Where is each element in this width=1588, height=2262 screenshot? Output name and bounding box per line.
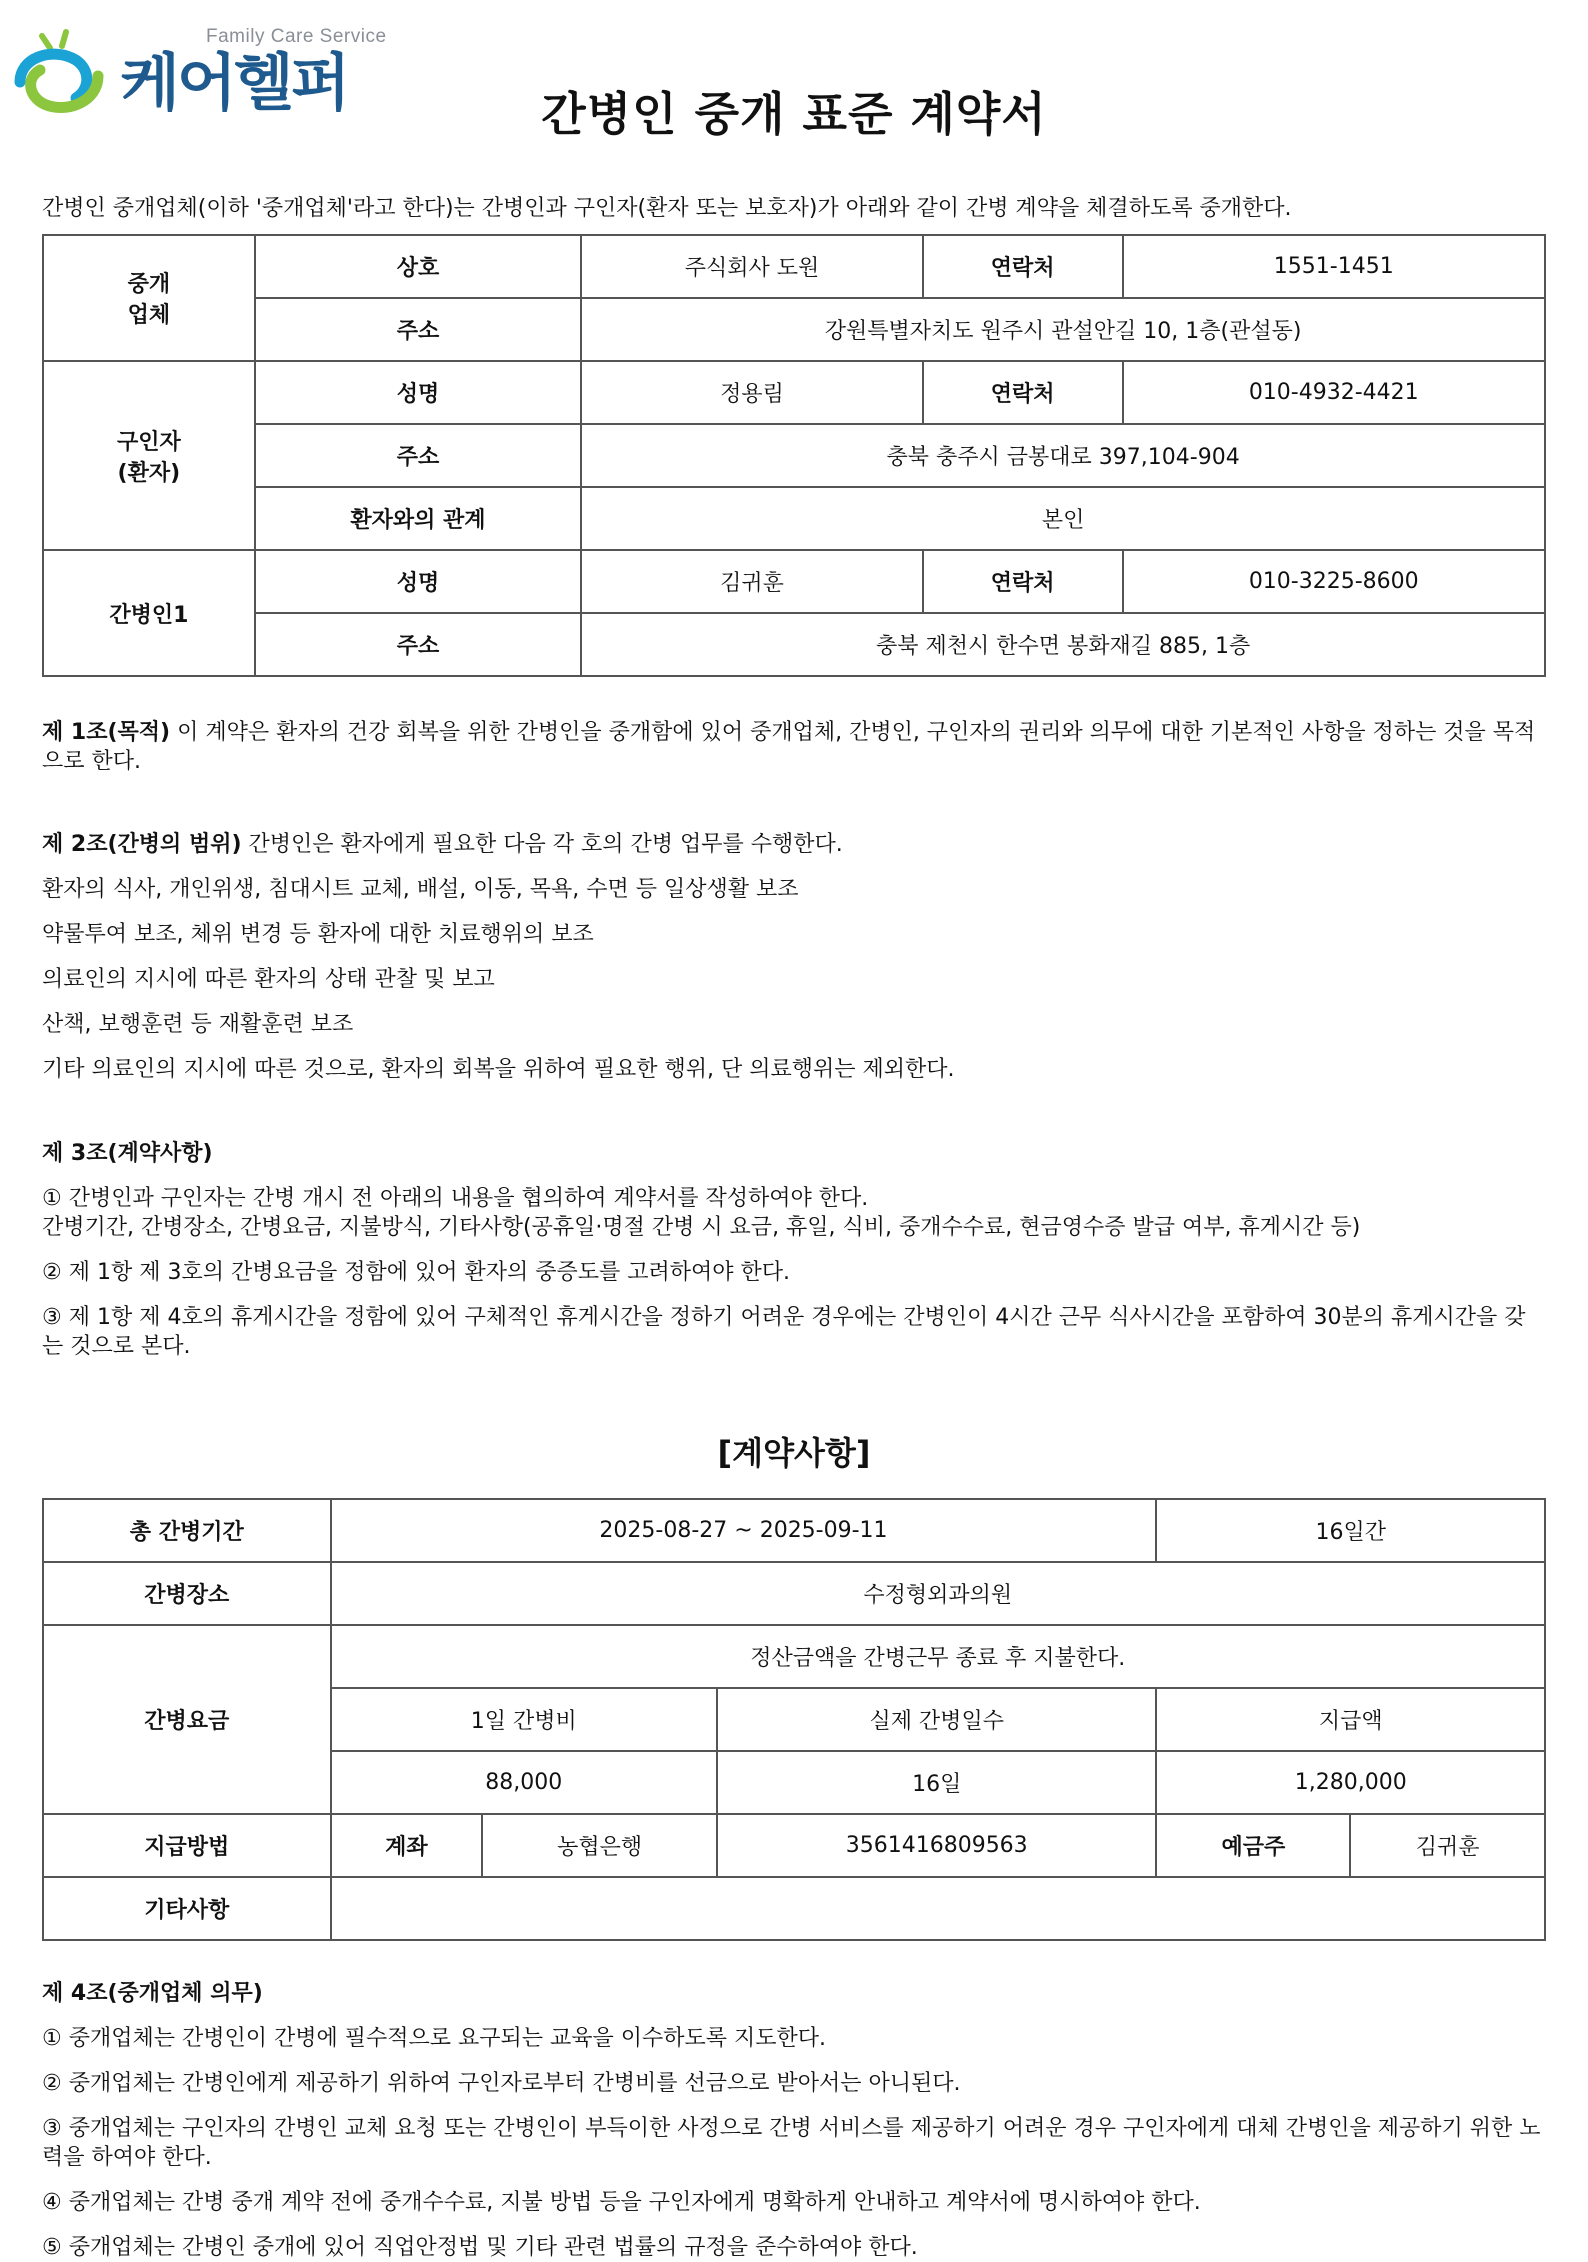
client-phone: 010-4932-4421 xyxy=(1123,361,1546,424)
place-value: 수정형외과의원 xyxy=(331,1562,1545,1625)
bank-name: 농협은행 xyxy=(482,1814,717,1877)
table-row xyxy=(43,1877,1545,1940)
article-4 xyxy=(42,1979,1546,2262)
agency-name: 주식회사 도원 xyxy=(581,235,923,298)
client-phone-label: 연락처 xyxy=(923,361,1123,424)
client-address: 충북 충주시 금봉대로 397,104-904 xyxy=(581,424,1545,487)
parties-table xyxy=(42,234,1546,677)
table-row xyxy=(43,298,1545,361)
table-row xyxy=(43,1814,1545,1877)
caregiver-group-label: 간병인1 xyxy=(43,550,255,676)
actual-days: 16일 xyxy=(717,1751,1157,1814)
account-number: 3561416809563 xyxy=(717,1814,1157,1877)
document-title: 간병인 중개 표준 계약서 xyxy=(541,87,1047,141)
agency-address: 강원특별자치도 원주시 관설안길 10, 1층(관설동) xyxy=(581,298,1545,361)
caregiver-name: 김귀훈 xyxy=(581,550,923,613)
period-label: 총 간병기간 xyxy=(43,1499,331,1562)
list-item: ② 제 1항 제 3호의 간병요금을 정함에 있어 환자의 중증도를 고려하여야 한다. xyxy=(42,1260,790,1285)
etc-label: 기타사항 xyxy=(43,1877,331,1940)
article-2-title: 제 2조(간병의 범위) xyxy=(42,832,242,857)
daily-fee-label: 1일 간병비 xyxy=(331,1688,717,1751)
table-row xyxy=(43,235,1545,298)
article-2 xyxy=(42,830,1546,1084)
contract-heading: [계약사항] xyxy=(717,1434,871,1472)
table-row xyxy=(43,1562,1545,1625)
client-relation-label: 환자와의 관계 xyxy=(255,487,582,550)
fee-note: 정산금액을 간병근무 종료 후 지불한다. xyxy=(331,1625,1545,1688)
logo-tagline: Family Care Service xyxy=(206,26,387,47)
client-group-label: 구인자 (환자) xyxy=(43,361,255,550)
caregiver-address: 충북 제천시 한수면 봉화재길 885, 1층 xyxy=(581,613,1545,676)
list-item: 기타 의료인의 지시에 따른 것으로, 환자의 회복을 위하여 필요한 행위, 단 의료행위는 제외한다. xyxy=(42,1057,955,1082)
list-item: ⑤ 중개업체는 간병인 중개에 있어 직업안정법 및 기타 관련 법률의 규정을 준수하여야 한다. xyxy=(42,2235,918,2260)
agency-phone-label: 연락처 xyxy=(923,235,1123,298)
etc-value xyxy=(331,1877,1545,1940)
list-item: ④ 중개업체는 간병 중개 계약 전에 중개수수료, 지불 방법 등을 구인자에게 명확하게 안내하고 계약서에 명시하여야 한다. xyxy=(42,2190,1201,2215)
article-4-title: 제 4조(중개업체 의무) xyxy=(42,1981,263,2006)
list-item: ① 간병인과 구인자는 간병 개시 전 아래의 내용을 협의하여 계약서를 작성하여야 한다. xyxy=(42,1186,869,1211)
place-label: 간병장소 xyxy=(43,1562,331,1625)
table-row xyxy=(43,1499,1545,1562)
client-address-label: 주소 xyxy=(255,424,582,487)
account-label: 계좌 xyxy=(331,1814,483,1877)
actual-days-label: 실제 간병일수 xyxy=(717,1688,1157,1751)
daily-fee: 88,000 xyxy=(331,1751,717,1814)
caregiver-phone-label: 연락처 xyxy=(923,550,1123,613)
client-name-label: 성명 xyxy=(255,361,582,424)
article-1 xyxy=(42,718,1546,776)
list-item: ② 중개업체는 간병인에게 제공하기 위하여 구인자로부터 간병비를 선금으로 받아서는 아니된다. xyxy=(42,2071,961,2096)
table-row xyxy=(43,1625,1545,1688)
article-1-text: 이 계약은 환자의 건강 회복을 위한 간병인을 중개함에 있어 중개업체, 간병인, 구인자의 권리와 의무에 대한 기본적인 사항을 정하는 것을 목적으로 한다. xyxy=(42,720,1536,774)
table-row xyxy=(43,550,1545,613)
period-value: 2025-08-27 ~ 2025-09-11 xyxy=(331,1499,1157,1562)
fee-label: 간병요금 xyxy=(43,1625,331,1814)
list-item: ③ 제 1항 제 4호의 휴게시간을 정함에 있어 구체적인 휴게시간을 정하기 어려운 경우에는 간병인이 4시간 근무 식사시간을 포함하여 30분의 휴게시간을 갖는 것으로 본다. xyxy=(42,1305,1526,1359)
list-item: 산책, 보행훈련 등 재활훈련 보조 xyxy=(42,1012,354,1037)
agency-address-label: 주소 xyxy=(255,298,582,361)
article-1-title: 제 1조(목적) xyxy=(42,720,171,745)
caregiver-name-label: 성명 xyxy=(255,550,582,613)
agency-phone: 1551-1451 xyxy=(1123,235,1546,298)
client-name: 정용림 xyxy=(581,361,923,424)
period-days: 16일간 xyxy=(1156,1499,1545,1562)
agency-group-label: 중개 업체 xyxy=(43,235,255,361)
table-row xyxy=(43,424,1545,487)
caregiver-phone: 010-3225-8600 xyxy=(1123,550,1546,613)
total-label: 지급액 xyxy=(1156,1688,1545,1751)
holder-label: 예금주 xyxy=(1156,1814,1350,1877)
contract-table xyxy=(42,1498,1546,1941)
holder-name: 김귀훈 xyxy=(1350,1814,1545,1877)
article-3-title: 제 3조(계약사항) xyxy=(42,1141,213,1166)
total-amount: 1,280,000 xyxy=(1156,1751,1545,1814)
article-2-text: 간병인은 환자에게 필요한 다음 각 호의 간병 업무를 수행한다. xyxy=(241,832,843,857)
intro-paragraph: 간병인 중개업체(이하 '중개업체'라고 한다)는 간병인과 구인자(환자 또는 보호자)가 아래와 같이 간병 계약을 체결하도록 중개한다. xyxy=(42,196,1292,221)
caregiver-address-label: 주소 xyxy=(255,613,582,676)
logo-wordmark: 케어헬퍼 xyxy=(120,46,348,119)
list-item: 의료인의 지시에 따른 환자의 상태 관찰 및 보고 xyxy=(42,967,495,992)
agency-name-label: 상호 xyxy=(255,235,582,298)
list-item: 약물투여 보조, 체위 변경 등 환자에 대한 치료행위의 보조 xyxy=(42,922,594,947)
table-row xyxy=(43,487,1545,550)
list-item: ③ 중개업체는 구인자의 간병인 교체 요청 또는 간병인이 부득이한 사정으로 간병 서비스를 제공하기 어려운 경우 구인자에게 대체 간병인을 제공하기 위한 노력을 하여야 한다. xyxy=(42,2116,1541,2170)
list-item: 환자의 식사, 개인위생, 침대시트 교체, 배설, 이동, 목욕, 수면 등 일상생활 보조 xyxy=(42,877,799,902)
payment-method-label: 지급방법 xyxy=(43,1814,331,1877)
table-row xyxy=(43,613,1545,676)
list-item: ① 중개업체는 간병인이 간병에 필수적으로 요구되는 교육을 이수하도록 지도한다. xyxy=(42,2026,826,2051)
client-relation: 본인 xyxy=(581,487,1545,550)
table-row xyxy=(43,361,1545,424)
article-3 xyxy=(42,1139,1546,1361)
list-item: 간병기간, 간병장소, 간병요금, 지불방식, 기타사항(공휴일·명절 간병 시 요금, 휴일, 식비, 중개수수료, 현금영수증 발급 여부, 휴게시간 등) xyxy=(42,1215,1361,1240)
